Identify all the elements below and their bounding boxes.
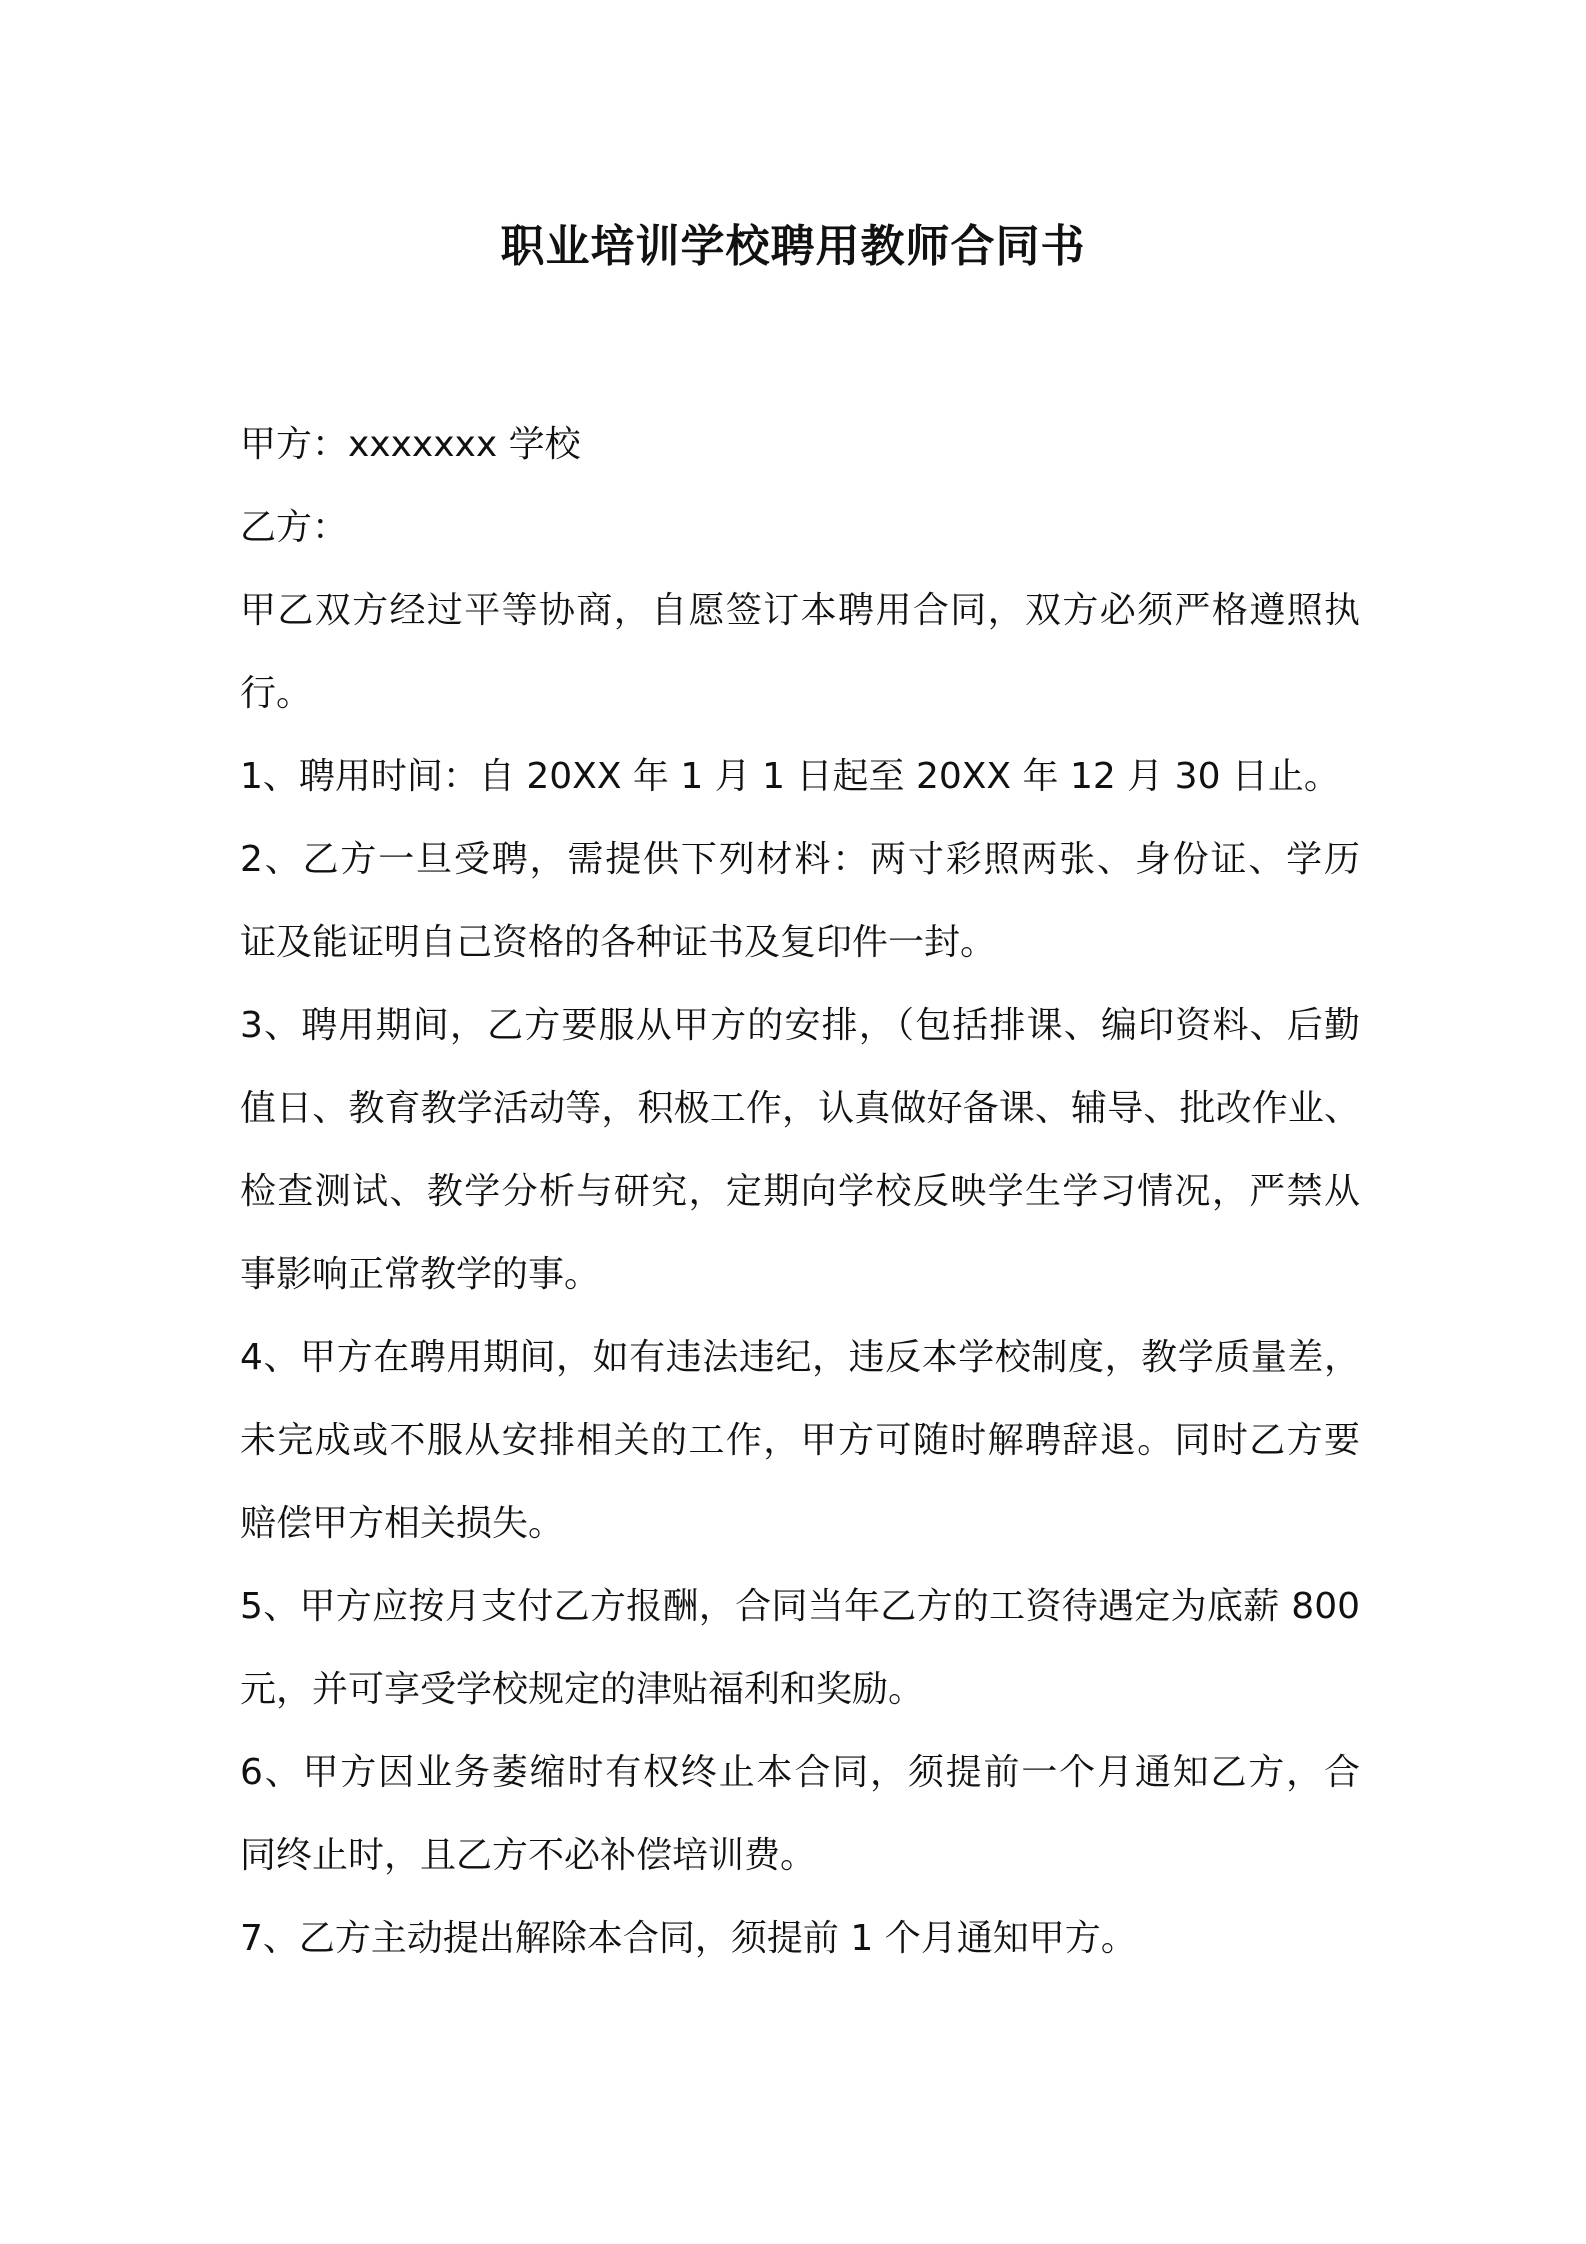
clause-1-line: 1、聘用时间：自 20XX 年 1 月 1 日起至 20XX 年 12 月 30 日止。 bbox=[240, 756, 1340, 797]
clause-3-line: 事影响正常教学的事。 bbox=[240, 1254, 601, 1295]
document-title: 职业培训学校聘用教师合同书 bbox=[500, 221, 1086, 272]
clause-5-line: 元，并可享受学校规定的津贴福利和奖励。 bbox=[240, 1669, 925, 1710]
party-a-line: 甲方：xxxxxxx 学校 bbox=[240, 424, 581, 465]
clause-4-line: 赔偿甲方相关损失。 bbox=[240, 1503, 565, 1544]
clause-4-line: 未完成或不服从安排相关的工作，甲方可随时解聘辞退。同时乙方要 bbox=[240, 1420, 1360, 1461]
clause-2-line: 2、乙方一旦受聘，需提供下列材料：两寸彩照两张、身份证、学历 bbox=[240, 839, 1360, 880]
clause-7-line: 7、乙方主动提出解除本合同，须提前 1 个月通知甲方。 bbox=[240, 1918, 1137, 1959]
clause-6-line: 6、甲方因业务萎缩时有权终止本合同，须提前一个月通知乙方，合 bbox=[240, 1752, 1360, 1793]
clause-3-line: 值日、教育教学活动等，积极工作，认真做好备课、辅导、批改作业、 bbox=[240, 1088, 1360, 1129]
clause-5-line: 5、甲方应按月支付乙方报酬，合同当年乙方的工资待遇定为底薪 800 bbox=[240, 1586, 1360, 1627]
document-body bbox=[240, 403, 1360, 1980]
clause-6-line: 同终止时，且乙方不必补偿培训费。 bbox=[240, 1835, 817, 1876]
clause-3-line: 检查测试、教学分析与研究，定期向学校反映学生学习情况，严禁从 bbox=[240, 1171, 1360, 1212]
clause-4-line: 4、甲方在聘用期间，如有违法违纪，违反本学校制度，教学质量差， bbox=[240, 1337, 1360, 1378]
paragraph-line: 甲乙双方经过平等协商，自愿签订本聘用合同，双方必须严格遵照执 bbox=[240, 590, 1360, 631]
clause-3-line: 3、聘用期间，乙方要服从甲方的安排，（包括排课、编印资料、后勤 bbox=[240, 1005, 1360, 1046]
clause-2-line: 证及能证明自己资格的各种证书及复印件一封。 bbox=[240, 922, 997, 963]
paragraph-line: 行。 bbox=[240, 673, 313, 714]
party-b-line: 乙方： bbox=[240, 507, 349, 548]
